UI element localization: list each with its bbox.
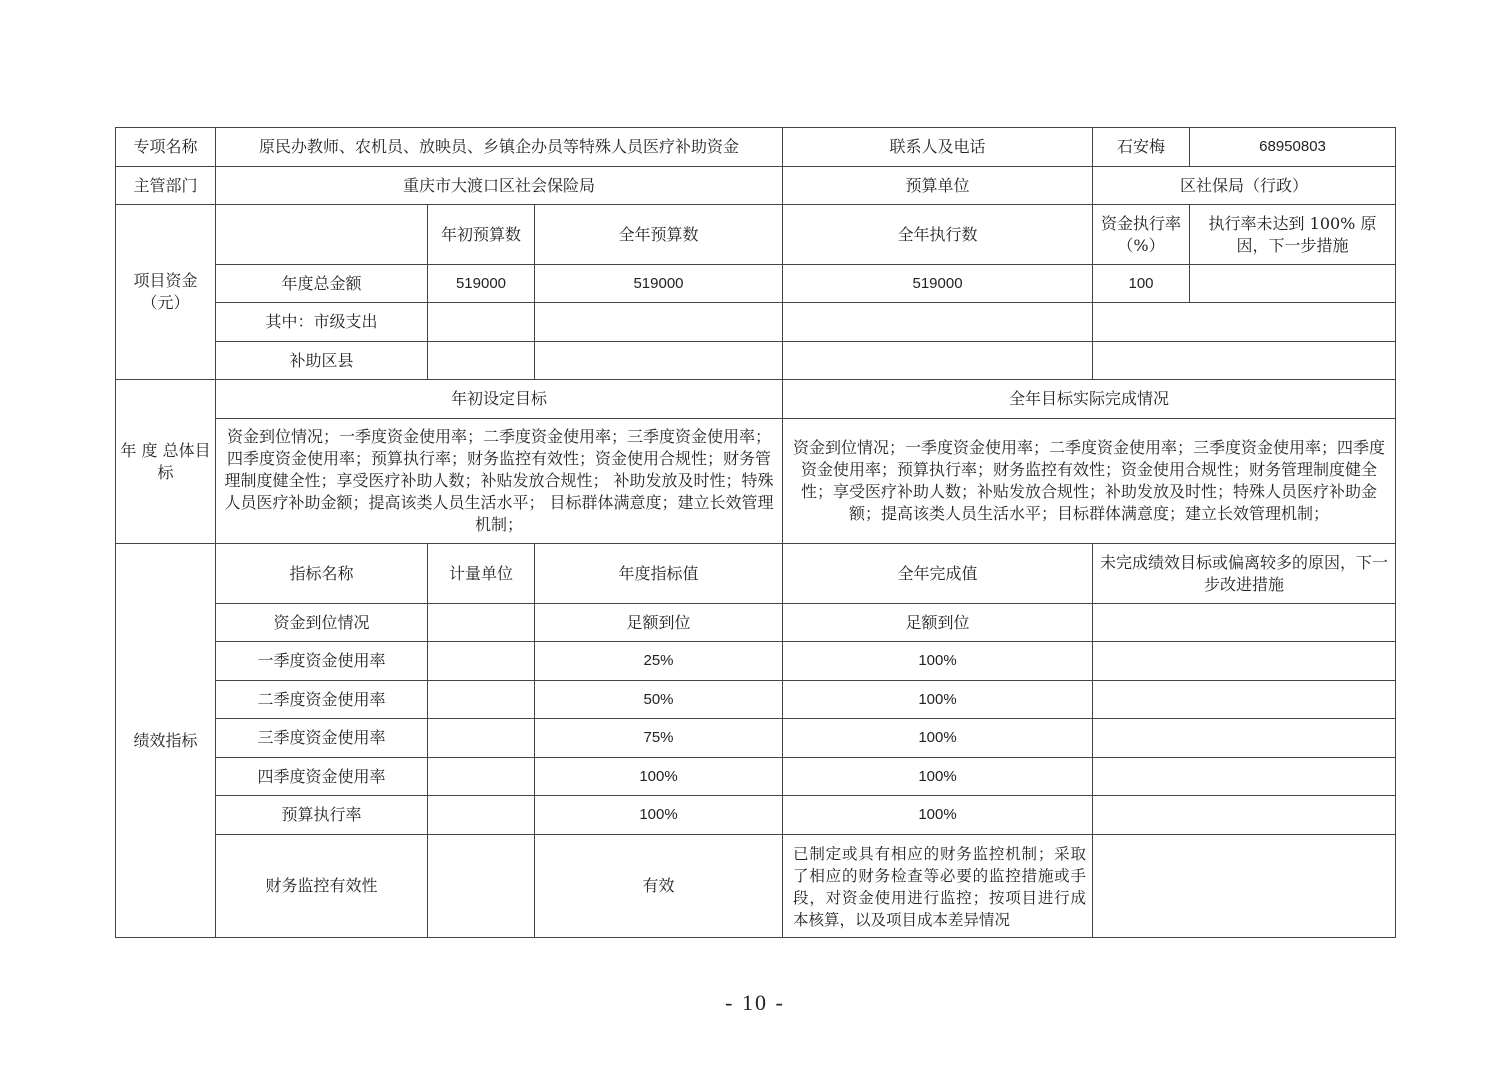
indicator-unit xyxy=(428,835,535,938)
funds-exec-value: 519000 xyxy=(783,265,1093,303)
indicator-row xyxy=(116,758,1396,796)
indicators-section-label: 绩效指标 xyxy=(116,544,216,938)
indicator-actual: 足额到位 xyxy=(783,604,1093,642)
indicator-unit xyxy=(428,758,535,796)
indicator-actual: 已制定或具有相应的财务监控机制；采取了相应的财务检查等必要的监控措施或手段，对资金使用进行监控；按项目进行成本核算，以及项目成本差异情况 xyxy=(783,835,1093,938)
indicator-actual: 100% xyxy=(783,719,1093,758)
indicator-name: 资金到位情况 xyxy=(216,604,428,642)
indicator-target: 有效 xyxy=(535,835,783,938)
indicator-reason xyxy=(1093,719,1396,758)
funds-row-label: 补助区县 xyxy=(216,342,428,380)
col-annual-budget: 全年预算数 xyxy=(535,205,783,265)
indicator-row xyxy=(116,719,1396,758)
indicator-target: 50% xyxy=(535,681,783,719)
indicator-name: 二季度资金使用率 xyxy=(216,681,428,719)
indicator-unit xyxy=(428,719,535,758)
funds-row-total xyxy=(116,265,1396,303)
col-exec-rate: 资金执行率（%） xyxy=(1093,205,1190,265)
funds-reason-value xyxy=(1190,265,1396,303)
indicators-header-row xyxy=(116,544,1396,604)
indicator-reason xyxy=(1093,642,1396,681)
funds-row-label: 其中：市级支出 xyxy=(216,303,428,342)
funds-initial-value xyxy=(428,303,535,342)
indicator-reason xyxy=(1093,681,1396,719)
funds-initial-value: 519000 xyxy=(428,265,535,303)
indicator-row xyxy=(116,642,1396,681)
indicator-target: 100% xyxy=(535,796,783,835)
funds-row-city xyxy=(116,303,1396,342)
indicator-reason xyxy=(1093,796,1396,835)
dept-label: 主管部门 xyxy=(116,167,216,205)
indicator-reason xyxy=(1093,758,1396,796)
funds-budget-value xyxy=(535,303,783,342)
funds-exec-value xyxy=(783,342,1093,380)
funds-rate-value: 100 xyxy=(1093,265,1190,303)
goals-text-row xyxy=(116,419,1396,544)
budget-unit-label: 预算单位 xyxy=(783,167,1093,205)
indicator-reason xyxy=(1093,604,1396,642)
funds-budget-value: 519000 xyxy=(535,265,783,303)
performance-form-table xyxy=(115,127,1396,938)
funds-budget-value xyxy=(535,342,783,380)
col-indicator-unit: 计量单位 xyxy=(428,544,535,604)
dept-value: 重庆市大渡口区社会保险局 xyxy=(216,167,783,205)
project-name: 原民办教师、农机员、放映员、乡镇企办员等特殊人员医疗补助资金 xyxy=(216,128,783,167)
funds-exec-value xyxy=(783,303,1093,342)
indicator-unit xyxy=(428,604,535,642)
col-exec-reason: 执行率未达到 100% 原因，下一步措施 xyxy=(1190,205,1396,265)
dept-row xyxy=(116,167,1396,205)
contact-label: 联系人及电话 xyxy=(783,128,1093,167)
indicator-name: 财务监控有效性 xyxy=(216,835,428,938)
project-label: 专项名称 xyxy=(116,128,216,167)
indicator-target: 100% xyxy=(535,758,783,796)
page-number: - 10 - xyxy=(725,990,785,1015)
col-indicator-reason: 未完成绩效目标或偏离较多的原因，下一步改进措施 xyxy=(1093,544,1396,604)
indicator-actual: 100% xyxy=(783,796,1093,835)
project-row xyxy=(116,128,1396,167)
indicator-row xyxy=(116,796,1396,835)
indicator-unit xyxy=(428,681,535,719)
col-indicator-name: 指标名称 xyxy=(216,544,428,604)
indicator-name: 一季度资金使用率 xyxy=(216,642,428,681)
goals-actual-header: 全年目标实际完成情况 xyxy=(783,380,1396,419)
funds-rate-value xyxy=(1093,303,1396,342)
funds-initial-value xyxy=(428,342,535,380)
indicator-name: 三季度资金使用率 xyxy=(216,719,428,758)
indicator-unit xyxy=(428,642,535,681)
indicator-row xyxy=(116,681,1396,719)
funds-header-blank xyxy=(216,205,428,265)
goals-initial-header: 年初设定目标 xyxy=(216,380,783,419)
goals-header-row xyxy=(116,380,1396,419)
funds-rate-value xyxy=(1093,342,1396,380)
indicator-target: 25% xyxy=(535,642,783,681)
indicator-actual: 100% xyxy=(783,681,1093,719)
goals-actual-text: 资金到位情况；一季度资金使用率；二季度资金使用率；三季度资金使用率；四季度资金使用率；预算执行率；财务监控有效性；资金使用合规性；财务管理制度健全性；享受医疗补助人数；补贴发放合规性；补助发放及时性；特殊人员医疗补助金额；提高该类人员生活水平；目标群体满意度；建立长效管理机制； xyxy=(783,419,1396,544)
indicator-actual: 100% xyxy=(783,758,1093,796)
budget-unit-value: 区社保局（行政） xyxy=(1093,167,1396,205)
funds-section-label: 项目资金（元） xyxy=(116,205,216,380)
indicator-unit xyxy=(428,796,535,835)
funds-row-county xyxy=(116,342,1396,380)
indicator-name: 预算执行率 xyxy=(216,796,428,835)
indicator-target: 75% xyxy=(535,719,783,758)
col-annual-exec: 全年执行数 xyxy=(783,205,1093,265)
col-indicator-target: 年度指标值 xyxy=(535,544,783,604)
indicator-row xyxy=(116,835,1396,938)
indicator-reason xyxy=(1093,835,1396,938)
indicator-name: 四季度资金使用率 xyxy=(216,758,428,796)
funds-header-row xyxy=(116,205,1396,265)
contact-name: 石安梅 xyxy=(1093,128,1190,167)
indicator-actual: 100% xyxy=(783,642,1093,681)
funds-row-label: 年度总金额 xyxy=(216,265,428,303)
contact-phone: 68950803 xyxy=(1190,128,1396,167)
col-initial-budget: 年初预算数 xyxy=(428,205,535,265)
goals-section-label: 年 度 总体目标 xyxy=(116,380,216,544)
indicator-row xyxy=(116,604,1396,642)
goals-initial-text: 资金到位情况；一季度资金使用率；二季度资金使用率；三季度资金使用率；四季度资金使用率；预算执行率；财务监控有效性；资金使用合规性；财务管理制度健全性；享受医疗补助人数；补贴发放合规性； 补助发放及时性；特殊人员医疗补助金额；提高该类人员生活水平； 目标群体满意度；建立长效管理机制； xyxy=(216,419,783,544)
indicator-target: 足额到位 xyxy=(535,604,783,642)
col-indicator-actual: 全年完成值 xyxy=(783,544,1093,604)
